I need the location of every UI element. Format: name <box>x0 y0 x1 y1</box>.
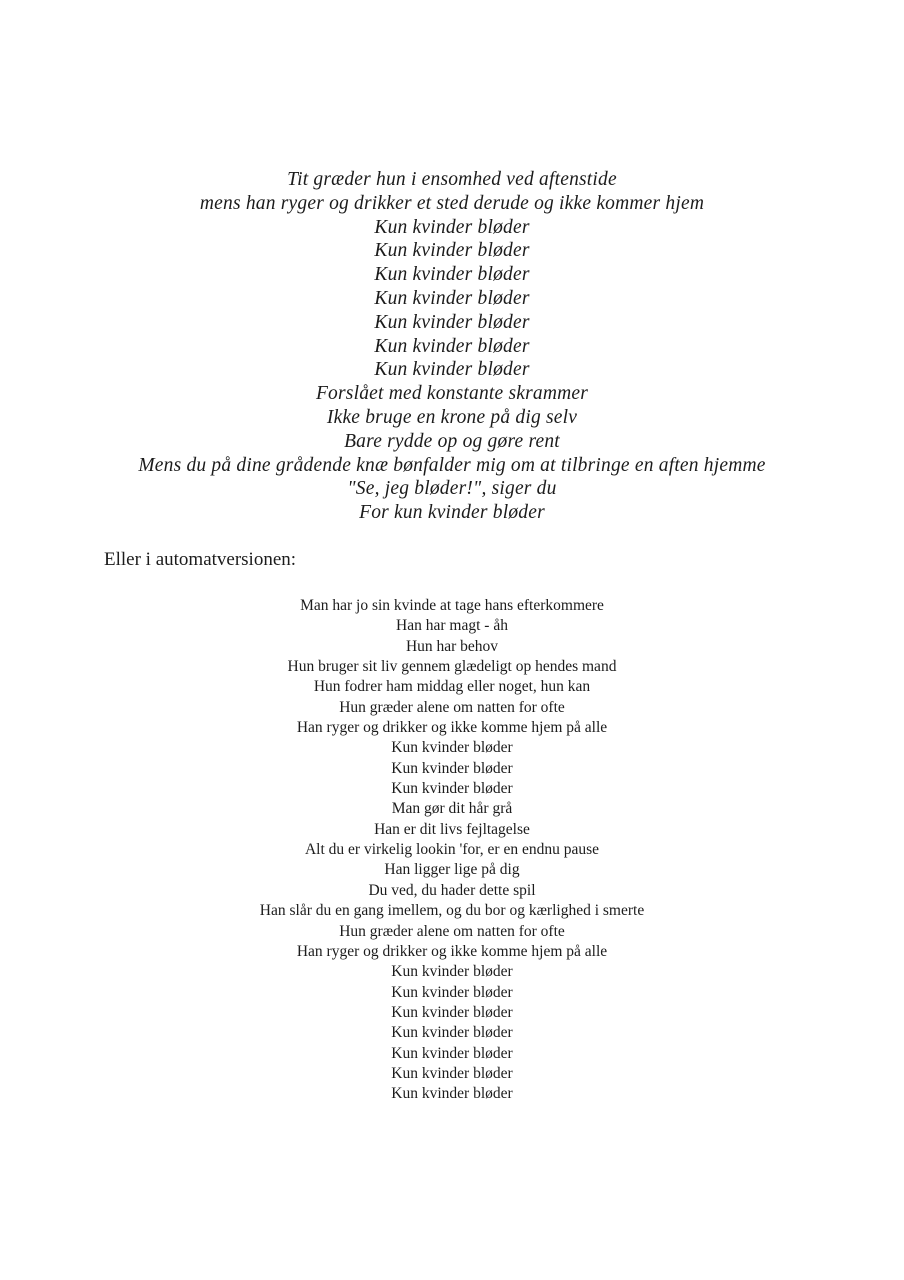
poem-line: Kun kvinder bløder <box>391 1085 513 1103</box>
poem-line: Kun kvinder bløder <box>374 240 530 262</box>
poem-line: Hun bruger sit liv gennem glædeligt op hendes mand <box>287 658 617 676</box>
poem-line: For kun kvinder bløder <box>359 502 545 524</box>
poem-line: Han ligger lige på dig <box>384 861 520 879</box>
poem-line: Alt du er virkelig lookin 'for, er en endnu pause <box>304 841 599 859</box>
poem-line: Kun kvinder bløder <box>391 780 513 798</box>
plain-poem <box>0 596 904 1105</box>
poem-line: Kun kvinder bløder <box>374 311 530 333</box>
poem-line: Kun kvinder bløder <box>391 1003 513 1021</box>
poem-line: Kun kvinder bløder <box>374 359 530 381</box>
poem-line: Hun har behov <box>405 637 499 655</box>
poem-line: Kun kvinder bløder <box>391 963 513 981</box>
poem-line: Hun fodrer ham middag eller noget, hun kan <box>313 678 591 696</box>
poem-line: Han er dit livs fejltagelse <box>374 820 530 838</box>
poem-line: Kun kvinder bløder <box>374 287 530 309</box>
poem-line: Kun kvinder bløder <box>391 1064 513 1082</box>
poem-line: Mens du på dine grådende knæ bønfalder mig om at tilbringe en aften hjemme <box>138 454 766 476</box>
poem-line: Du ved, du hader dette spil <box>368 881 536 899</box>
poem-line: Kun kvinder bløder <box>374 335 530 357</box>
poem-line: "Se, jeg bløder!", siger du <box>347 478 557 500</box>
poem-line: Han ryger og drikker og ikke komme hjem på alle <box>296 719 608 737</box>
poem-line: Han slår du en gang imellem, og du bor og kærlighed i smerte <box>259 902 645 920</box>
poem-line: mens han ryger og drikker et sted derude og ikke kommer hjem <box>199 192 705 214</box>
poem-line: Kun kvinder bløder <box>391 759 513 777</box>
poem-line: Han har magt - åh <box>396 617 508 635</box>
poem-line: Kun kvinder bløder <box>374 216 530 238</box>
poem-line: Tit græder hun i ensomhed ved aftenstide <box>287 169 617 190</box>
poem-line: Bare rydde op og gøre rent <box>344 430 560 452</box>
poem-line: Kun kvinder bløder <box>391 1044 513 1062</box>
poem-line: Kun kvinder bløder <box>374 264 530 286</box>
poem-line: Hun græder alene om natten for ofte <box>339 922 565 940</box>
intro-text: Eller i automatversionen: <box>104 549 297 570</box>
italic-poem <box>0 168 904 525</box>
poem-line: Kun kvinder bløder <box>391 739 513 757</box>
poem-line: Kun kvinder bløder <box>391 1024 513 1042</box>
poem-line: Man gør dit hår grå <box>391 800 513 818</box>
poem-line: Ikke bruge en krone på dig selv <box>326 406 578 428</box>
poem-line: Kun kvinder bløder <box>391 983 513 1001</box>
poem-line: Man har jo sin kvinde at tage hans efterkommere <box>300 597 604 614</box>
poem-line: Han ryger og drikker og ikke komme hjem på alle <box>296 942 608 960</box>
poem-line: Forslået med konstante skrammer <box>315 383 589 405</box>
poem-line: Hun græder alene om natten for ofte <box>339 698 565 716</box>
